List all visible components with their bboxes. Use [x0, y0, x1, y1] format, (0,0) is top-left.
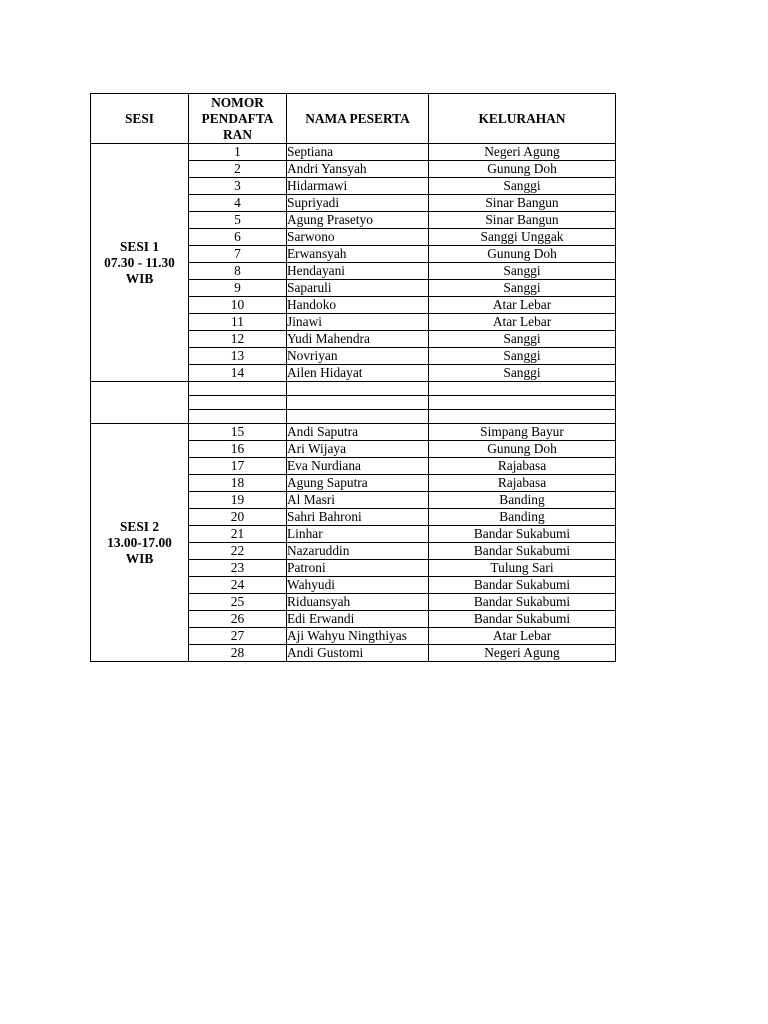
kelurahan-name: Tulung Sari — [429, 560, 616, 577]
participant-name: Supriyadi — [287, 195, 429, 212]
kelurahan-name: Bandar Sukabumi — [429, 594, 616, 611]
participant-name: Jinawi — [287, 314, 429, 331]
registration-number: 15 — [189, 424, 287, 441]
kelurahan-name: Banding — [429, 492, 616, 509]
kelurahan-name: Sanggi — [429, 280, 616, 297]
participant-name: Hendayani — [287, 263, 429, 280]
header-nomor-line2: PENDAFTA — [201, 110, 274, 126]
participant-name: Ailen Hidayat — [287, 365, 429, 382]
kelurahan-name: Sinar Bangun — [429, 195, 616, 212]
header-nomor-line3: RAN — [222, 126, 252, 142]
kelurahan-name: Bandar Sukabumi — [429, 526, 616, 543]
registration-number: 28 — [189, 645, 287, 662]
participant-name: Edi Erwandi — [287, 611, 429, 628]
participant-name: Novriyan — [287, 348, 429, 365]
session-label-line1: SESI 1 — [119, 238, 160, 254]
registration-number: 14 — [189, 365, 287, 382]
participant-name: Agung Prasetyo — [287, 212, 429, 229]
kelurahan-name: Sanggi — [429, 178, 616, 195]
registration-number: 4 — [189, 195, 287, 212]
header-nama — [287, 94, 429, 144]
kelurahan-name: Atar Lebar — [429, 297, 616, 314]
registration-number: 24 — [189, 577, 287, 594]
registration-number: 16 — [189, 441, 287, 458]
kelurahan-name: Gunung Doh — [429, 161, 616, 178]
session-1-cell — [91, 144, 189, 382]
participant-name: Al Masri — [287, 492, 429, 509]
empty-cell — [189, 396, 287, 410]
session-label-line3: WIB — [125, 270, 154, 286]
table-body — [91, 144, 616, 662]
registration-number: 23 — [189, 560, 287, 577]
kelurahan-name: Sanggi — [429, 331, 616, 348]
header-row — [91, 94, 616, 144]
registration-number: 1 — [189, 144, 287, 161]
header-kelurahan — [429, 94, 616, 144]
participant-name: Agung Saputra — [287, 475, 429, 492]
registration-number: 13 — [189, 348, 287, 365]
participant-name: Hidarmawi — [287, 178, 429, 195]
registration-number: 9 — [189, 280, 287, 297]
header-sesi — [91, 94, 189, 144]
empty-cell — [189, 410, 287, 424]
empty-cell — [287, 396, 429, 410]
header-nama-label: NAMA PESERTA — [305, 110, 410, 126]
participant-name: Sahri Bahroni — [287, 509, 429, 526]
kelurahan-name: Simpang Bayur — [429, 424, 616, 441]
registration-number: 17 — [189, 458, 287, 475]
registration-table — [90, 93, 616, 662]
registration-number: 10 — [189, 297, 287, 314]
registration-number: 11 — [189, 314, 287, 331]
header-sesi-label: SESI — [124, 110, 155, 126]
participant-name: Linhar — [287, 526, 429, 543]
kelurahan-name: Sanggi — [429, 348, 616, 365]
registration-number: 2 — [189, 161, 287, 178]
empty-cell — [287, 382, 429, 396]
registration-number: 26 — [189, 611, 287, 628]
kelurahan-name: Sanggi Unggak — [429, 229, 616, 246]
empty-row — [91, 382, 616, 396]
empty-sesi-cell — [91, 382, 189, 424]
session-label-line2: 07.30 - 11.30 — [104, 254, 175, 270]
kelurahan-name: Atar Lebar — [429, 628, 616, 645]
registration-number: 18 — [189, 475, 287, 492]
participant-name: Saparuli — [287, 280, 429, 297]
registration-number: 25 — [189, 594, 287, 611]
participant-name: Eva Nurdiana — [287, 458, 429, 475]
session-label-line2: 13.00-17.00 — [107, 534, 172, 550]
participant-name: Yudi Mahendra — [287, 331, 429, 348]
empty-cell — [189, 382, 287, 396]
registration-number: 19 — [189, 492, 287, 509]
empty-cell — [429, 410, 616, 424]
registration-number: 12 — [189, 331, 287, 348]
participant-name: Sarwono — [287, 229, 429, 246]
kelurahan-name: Sanggi — [429, 365, 616, 382]
kelurahan-name: Sanggi — [429, 263, 616, 280]
participant-name: Wahyudi — [287, 577, 429, 594]
registration-number: 5 — [189, 212, 287, 229]
kelurahan-name: Negeri Agung — [429, 645, 616, 662]
participant-name: Andi Gustomi — [287, 645, 429, 662]
empty-cell — [429, 382, 616, 396]
table-row — [91, 424, 616, 441]
participant-name: Aji Wahyu Ningthiyas — [287, 628, 429, 645]
registration-number: 6 — [189, 229, 287, 246]
session-label-line3: WIB — [125, 550, 154, 566]
registration-number: 21 — [189, 526, 287, 543]
kelurahan-name: Gunung Doh — [429, 441, 616, 458]
kelurahan-name: Atar Lebar — [429, 314, 616, 331]
kelurahan-name: Gunung Doh — [429, 246, 616, 263]
participant-name: Patroni — [287, 560, 429, 577]
kelurahan-name: Bandar Sukabumi — [429, 577, 616, 594]
participant-name: Handoko — [287, 297, 429, 314]
table-row — [91, 144, 616, 161]
empty-cell — [287, 410, 429, 424]
empty-cell — [429, 396, 616, 410]
kelurahan-name: Banding — [429, 509, 616, 526]
participant-name: Andri Yansyah — [287, 161, 429, 178]
participant-name: Erwansyah — [287, 246, 429, 263]
kelurahan-name: Bandar Sukabumi — [429, 543, 616, 560]
session-2-cell — [91, 424, 189, 662]
registration-number: 20 — [189, 509, 287, 526]
header-nomor — [189, 94, 287, 144]
participant-name: Andi Saputra — [287, 424, 429, 441]
session-label-line1: SESI 2 — [119, 518, 160, 534]
participant-name: Septiana — [287, 144, 429, 161]
registration-number: 27 — [189, 628, 287, 645]
kelurahan-name: Sinar Bangun — [429, 212, 616, 229]
participant-name: Nazaruddin — [287, 543, 429, 560]
header-kelurahan-label: KELURAHAN — [478, 110, 566, 126]
registration-number: 22 — [189, 543, 287, 560]
registration-number: 7 — [189, 246, 287, 263]
kelurahan-name: Negeri Agung — [429, 144, 616, 161]
kelurahan-name: Rajabasa — [429, 458, 616, 475]
header-nomor-line1: NOMOR — [211, 94, 264, 110]
kelurahan-name: Bandar Sukabumi — [429, 611, 616, 628]
participant-name: Riduansyah — [287, 594, 429, 611]
participant-name: Ari Wijaya — [287, 441, 429, 458]
kelurahan-name: Rajabasa — [429, 475, 616, 492]
registration-number: 3 — [189, 178, 287, 195]
registration-number: 8 — [189, 263, 287, 280]
